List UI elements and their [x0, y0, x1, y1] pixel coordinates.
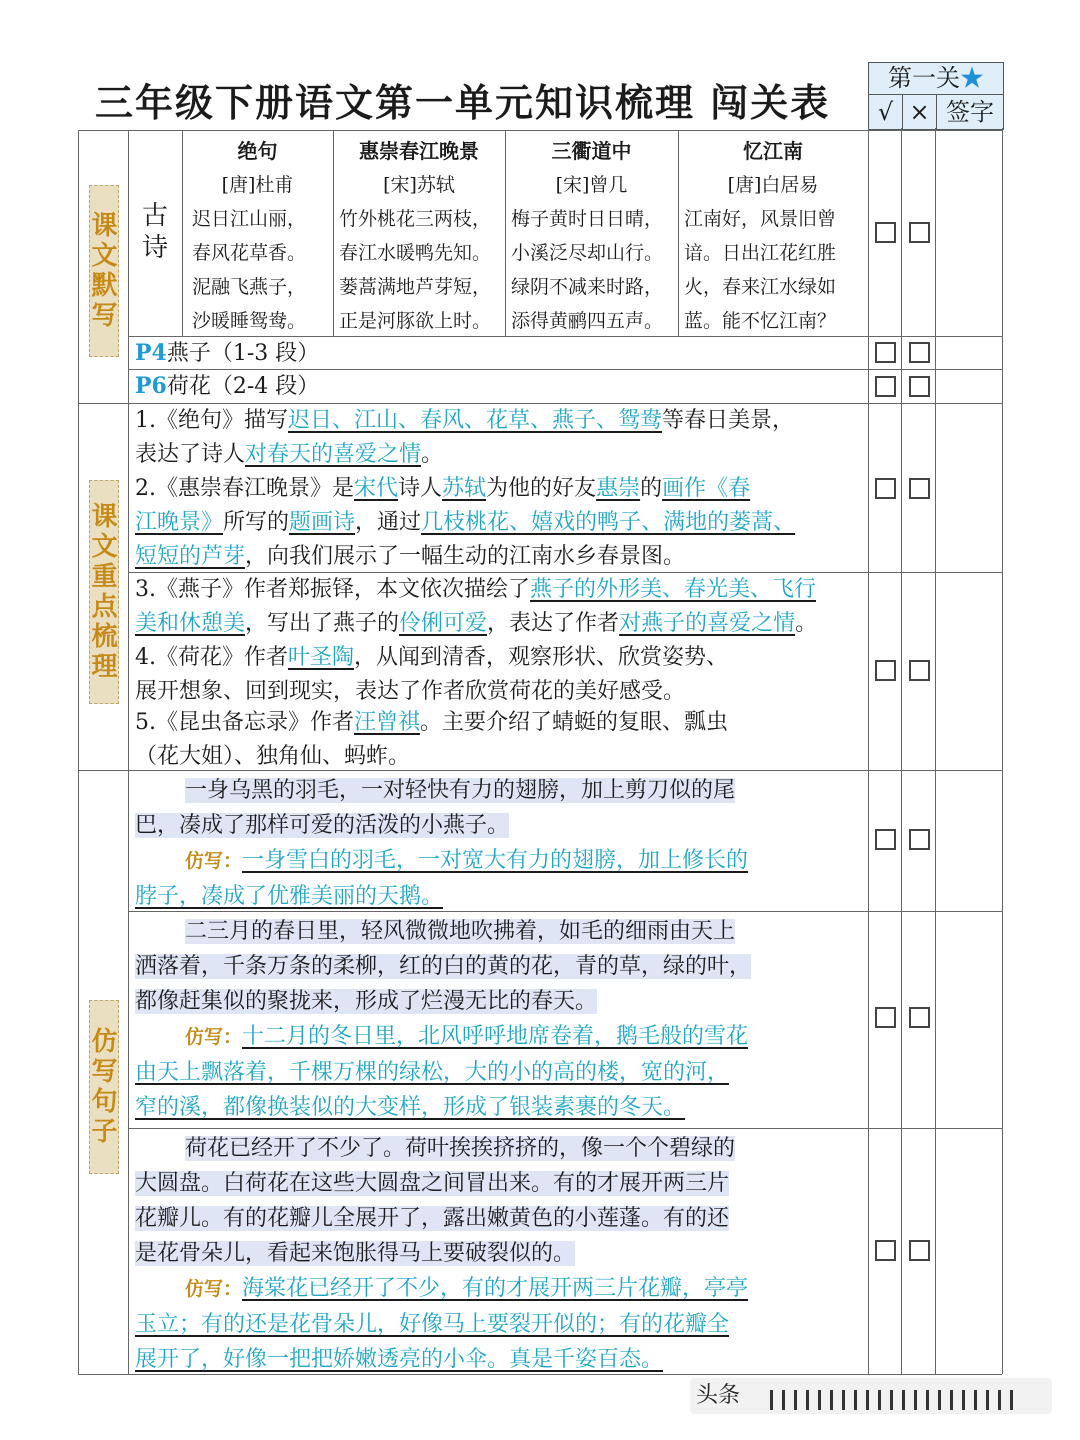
cross-checkbox-imitation-2[interactable]: [909, 1007, 930, 1028]
poem-author: [唐]白居易: [727, 174, 819, 196]
imitation-sentence: 脖子，凑成了优雅美丽的天鹅。: [135, 884, 444, 909]
text: 2.《惠崇春江晚景》是: [135, 476, 354, 501]
stage-label: [869, 63, 1003, 95]
star-icon: ★: [960, 64, 984, 92]
watermark-text: 头条: [696, 1383, 741, 1408]
answer-text: 汪曾祺: [354, 710, 421, 735]
poem-line: 泥融飞燕子，: [192, 276, 307, 298]
answer-text: 美和休憩美: [135, 611, 246, 636]
stage-status-box: [868, 62, 1004, 130]
poem-author: [宋]苏轼: [383, 174, 455, 196]
watermark: [690, 1378, 1052, 1414]
cross-checkbox-lotus[interactable]: [909, 376, 930, 397]
text: ，向我们展示了一幅生动的江南水乡春景图。: [245, 544, 686, 569]
answer-text: 短短的芦芽: [135, 544, 246, 569]
row-text: 燕子（1-3 段）: [166, 341, 320, 366]
imitation-sentence: 海棠花已经开了不少，有的才展开两三片花瓣，亭亭: [242, 1276, 749, 1301]
poem-title: 忆江南: [743, 139, 803, 163]
page-number: P4: [135, 340, 167, 366]
imitation-sentence: 十二月的冬日里，北风呼呼地席卷着，鹅毛般的雪花: [242, 1024, 749, 1049]
poem-sanqu: [505, 134, 678, 338]
poem-title: 三衢道中: [551, 139, 632, 163]
answer-text: 叶圣陶: [288, 645, 355, 670]
text: 等春日美景，: [662, 408, 795, 433]
text: 。主要介绍了蜻蜓的复眼、瓢虫: [420, 710, 729, 735]
original-sentence: 花瓣儿。有的花瓣儿全展开了，露出嫩黄色的小莲蓬。有的还: [135, 1206, 730, 1231]
poem-author: [唐]杜甫: [221, 174, 294, 196]
poem-line: 绿阴不减来时路，: [511, 276, 664, 298]
poem-title: 惠崇春江晚景: [359, 139, 479, 163]
answer-text: 题画诗: [289, 510, 356, 535]
text: ，表达了作者: [487, 611, 620, 636]
poem-title: 绝句: [237, 139, 278, 163]
answer-text: 对春天的喜爱之情: [245, 442, 422, 467]
poem-yijiangnan: [678, 134, 868, 338]
check-checkbox-poems[interactable]: [875, 222, 896, 243]
imitation-example-2: [135, 914, 863, 1125]
text: 。: [795, 611, 818, 636]
original-sentence: 是花骨朵儿，看起来饱胀得马上要破裂似的。: [135, 1241, 576, 1266]
answer-text: 宋代: [354, 476, 399, 501]
cross-checkbox-imitation-1[interactable]: [909, 829, 930, 850]
answer-text: 对燕子的喜爱之情: [619, 611, 796, 636]
original-sentence: 都像赶集似的聚拢来，形成了烂漫无比的春天。: [135, 989, 598, 1014]
text: 表达了诗人: [135, 442, 246, 467]
section-label-key-points: 课文重点梳理: [89, 480, 119, 704]
text: 3.《燕子》作者郑振铎，本文依次描绘了: [135, 577, 530, 602]
text: 1.《绝句》描写: [135, 408, 288, 433]
original-sentence: 大圆盘。白荷花在这些大圆盘之间冒出来。有的才展开两三片: [135, 1171, 730, 1196]
page-title: 三年级下册语文第一单元知识梳理 闯关表: [95, 80, 831, 125]
answer-text: 燕子的外形美、春光美、飞行: [530, 577, 817, 602]
page-number: P6: [135, 373, 167, 399]
cross-checkbox-imitation-3[interactable]: [909, 1240, 930, 1261]
imitation-sentence: 一身雪白的羽毛，一对宽大有力的翅膀，加上修长的: [242, 848, 749, 873]
poem-line: 添得黄鹂四五声。: [511, 310, 664, 332]
answer-text: 迟日、江山、春风、花草、燕子、鸳鸯: [288, 408, 663, 433]
key-point-2: [135, 472, 795, 574]
text: ，写出了燕子的: [245, 611, 400, 636]
text: 4.《荷花》作者: [135, 645, 288, 670]
key-point-4: [135, 641, 728, 709]
text: ，从闻到清香，观察形状、欣赏姿势、: [354, 645, 729, 670]
key-point-1: [135, 404, 794, 472]
section-label-dictation: 课文默写: [89, 185, 119, 357]
row-lotus-dictation: [135, 369, 319, 404]
text: 。: [421, 442, 444, 467]
imitation-sentence: 由天上飘落着，千棵万棵的绿松，大的小的高的楼，宽的河，: [135, 1060, 730, 1085]
poem-line: 火，春来江水绿如: [684, 276, 837, 298]
poem-line: 蒌蒿满地芦芽短，: [339, 276, 492, 298]
original-sentence: 荷花已经开了不少了。荷叶挨挨挤挤的，像一个个碧绿的: [185, 1136, 736, 1161]
check-checkbox-swallow[interactable]: [875, 342, 896, 363]
sign-header: 签字: [946, 98, 994, 126]
poem-line: 春风花草香。: [192, 242, 307, 264]
poem-line: 梅子黄时日日晴，: [511, 208, 664, 230]
check-checkbox-imitation-1[interactable]: [875, 829, 896, 850]
imitation-label: 仿写：: [185, 1278, 243, 1300]
poem-line: 江南好，风景旧曾: [684, 208, 837, 230]
answer-text: 惠崇: [596, 476, 641, 501]
poem-line: 沙暖睡鸳鸯。: [192, 310, 307, 332]
watermark-bars-icon: [770, 1386, 1022, 1422]
check-checkbox-key-2[interactable]: [875, 660, 896, 681]
poem-line: 迟日江山丽，: [192, 208, 307, 230]
poem-line: 小溪泛尽却山行。: [511, 242, 664, 264]
answer-text: 江晚景》: [135, 510, 224, 535]
check-checkbox-lotus[interactable]: [875, 376, 896, 397]
text: 诗人: [398, 476, 443, 501]
text: 5.《昆虫备忘录》作者: [135, 710, 354, 735]
original-sentence: 洒落着，千条万条的柔柳，红的白的黄的花，青的草，绿的叶，: [135, 954, 752, 979]
check-checkbox-key-1[interactable]: [875, 478, 896, 499]
answer-text: 几枝桃花、嬉戏的鸭子、满地的蒌蒿、: [421, 510, 796, 535]
row-swallow-dictation: [135, 336, 319, 371]
row-text: 荷花（2-4 段）: [166, 374, 320, 399]
key-point-3: [135, 573, 817, 641]
stage-text: 第一关: [888, 64, 960, 92]
original-sentence: 二三月的春日里，轻风微微地吹拂着，如毛的细雨由天上: [185, 919, 736, 944]
answer-text: 苏轼: [442, 476, 487, 501]
check-mark-header: √: [869, 95, 903, 129]
cross-checkbox-key-2[interactable]: [909, 660, 930, 681]
imitation-sentence: 玉立；有的还是花骨朵儿，好像马上要裂开似的；有的花瓣全: [135, 1312, 730, 1337]
original-sentence: 一身乌黑的羽毛，一对轻快有力的翅膀，加上剪刀似的尾: [185, 778, 736, 803]
text: ，通过: [355, 510, 422, 535]
imitation-example-3: [135, 1131, 863, 1377]
poem-line: 蓝。能不忆江南？: [684, 310, 837, 332]
poem-huichong: [333, 134, 505, 338]
key-point-5: [135, 706, 728, 774]
poem-line: 正是河豚欲上时。: [339, 310, 492, 332]
check-checkbox-imitation-2[interactable]: [875, 1007, 896, 1028]
cross-checkbox-poems[interactable]: [909, 222, 930, 243]
section-label-imitation: 仿写句子: [89, 1000, 119, 1174]
text: 的: [640, 476, 663, 501]
imitation-label: 仿写：: [185, 850, 243, 872]
text: 展开想象、回到现实，表达了作者欣赏荷花的美好感受。: [135, 679, 686, 704]
original-sentence: 巴，凑成了那样可爱的活泼的小燕子。: [135, 813, 510, 838]
imitation-sentence: 展开了，好像一把把娇嫩透亮的小伞。真是千姿百态。: [135, 1347, 664, 1372]
cross-mark-header: ×: [903, 95, 937, 129]
text: 为他的好友: [486, 476, 597, 501]
answer-text: 伶俐可爱: [399, 611, 488, 636]
poem-line: 竹外桃花三两枝，: [339, 208, 492, 230]
poem-author: [宋]曾几: [555, 174, 628, 196]
cross-checkbox-key-1[interactable]: [909, 478, 930, 499]
text: （花大姐）、独角仙、蚂蚱。: [135, 744, 411, 769]
answer-text: 画作《春: [662, 476, 751, 501]
imitation-example-1: [135, 773, 863, 914]
poem-line: 春江水暖鸭先知。: [339, 242, 492, 264]
check-checkbox-imitation-3[interactable]: [875, 1240, 896, 1261]
imitation-label: 仿写：: [185, 1026, 243, 1048]
text: 所写的: [223, 510, 290, 535]
ancient-poem-label: 古诗: [141, 201, 168, 263]
poem-line: 谙。日出江花红胜: [684, 242, 837, 264]
imitation-sentence: 窄的溪，都像换装似的大变样，形成了银装素裹的冬天。: [135, 1095, 686, 1120]
poem-jueju: [182, 134, 333, 338]
cross-checkbox-swallow[interactable]: [909, 342, 930, 363]
